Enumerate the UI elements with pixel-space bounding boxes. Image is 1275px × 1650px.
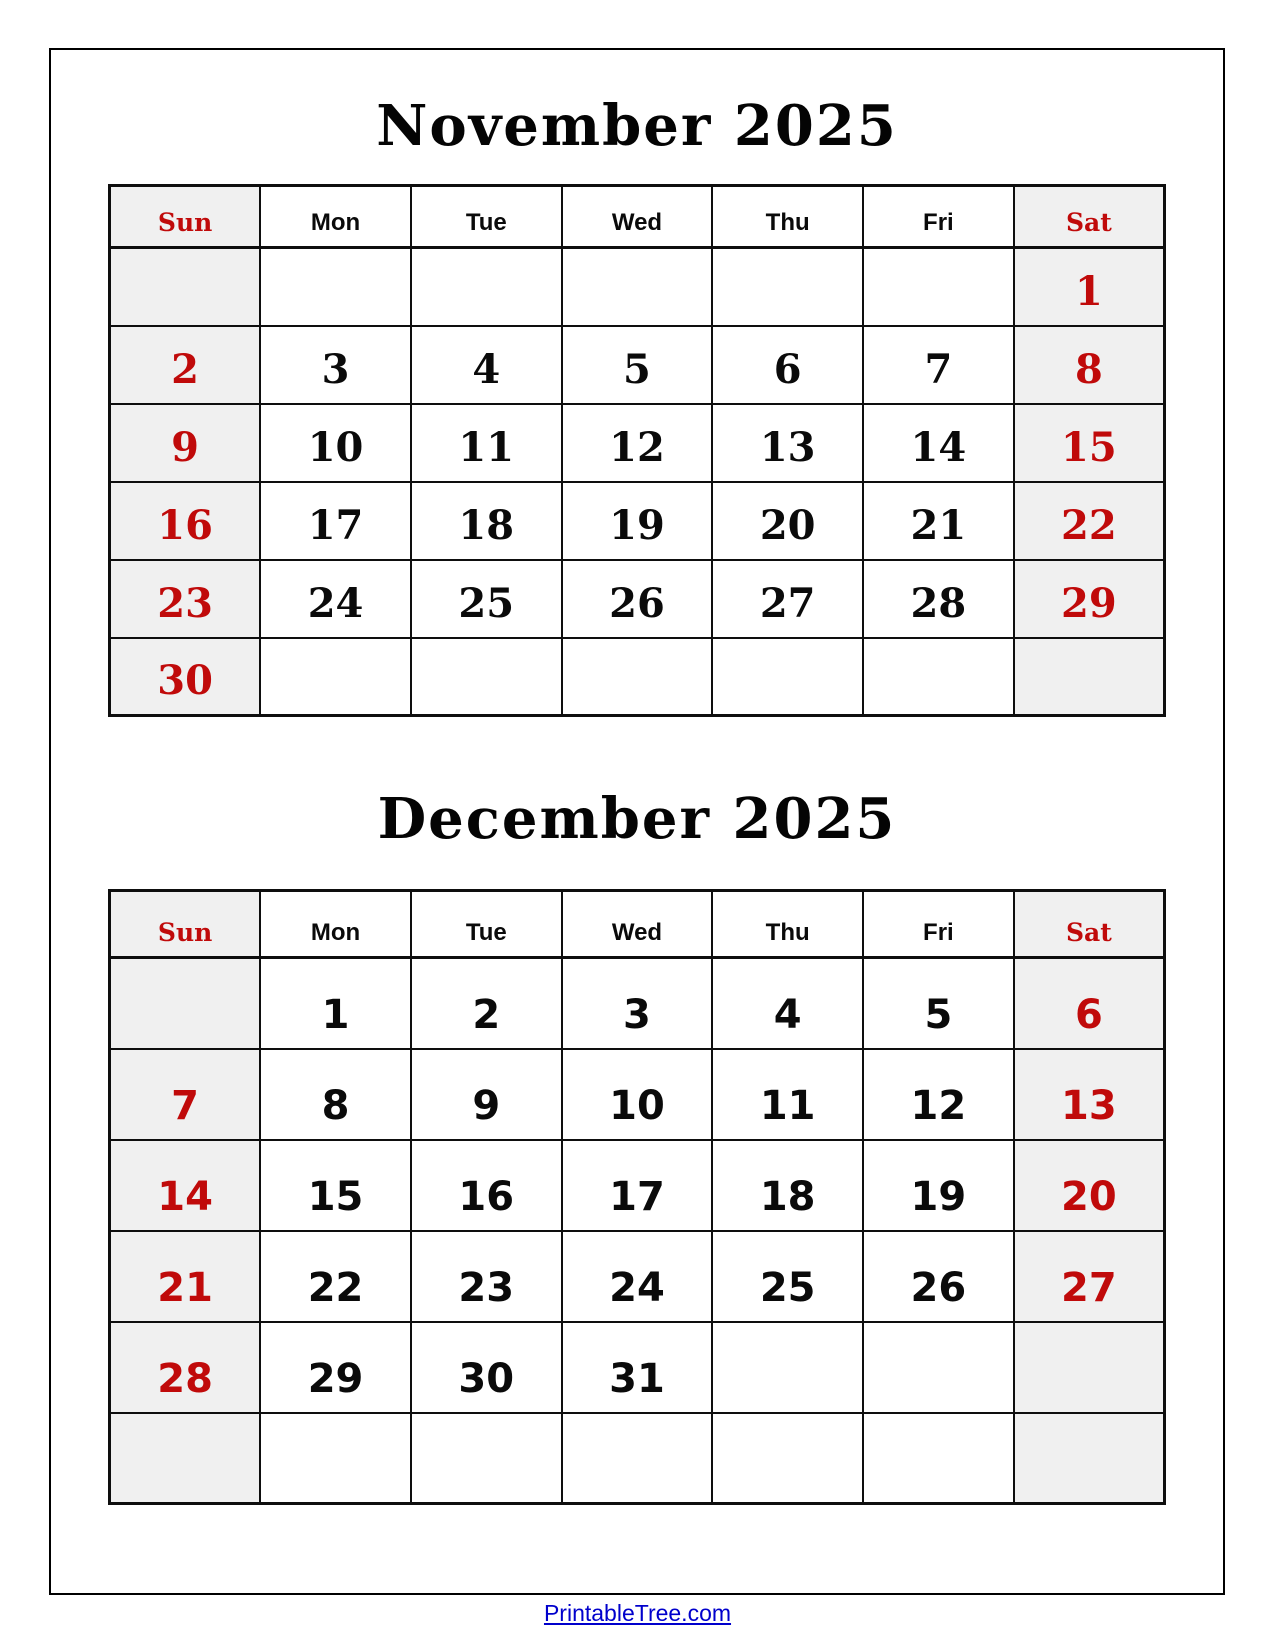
weekday-header-row [110,186,1165,248]
week-row [110,248,1165,326]
day-cell-25: 25 [712,1231,863,1322]
day-cell-28: 28 [110,1322,261,1413]
day-cell-25: 25 [411,560,562,638]
day-cell-31: 31 [562,1322,713,1413]
day-cell-12: 12 [562,404,713,482]
day-cell-7: 7 [863,326,1014,404]
day-cell-12: 12 [863,1049,1014,1140]
day-cell-empty [863,1322,1014,1413]
week-row [110,482,1165,560]
day-cell-13: 13 [1014,1049,1165,1140]
day-header-tue: Tue [411,891,562,958]
day-cell-29: 29 [1014,560,1165,638]
day-cell-21: 21 [110,1231,261,1322]
week-row [110,1140,1165,1231]
week-row [110,326,1165,404]
day-cell-empty [411,1413,562,1504]
day-cell-8: 8 [1014,326,1165,404]
day-cell-19: 19 [562,482,713,560]
day-cell-2: 2 [110,326,261,404]
day-cell-28: 28 [863,560,1014,638]
day-cell-15: 15 [1014,404,1165,482]
day-cell-10: 10 [260,404,411,482]
day-cell-empty [110,1413,261,1504]
day-cell-1: 1 [1014,248,1165,326]
day-cell-7: 7 [110,1049,261,1140]
day-cell-empty [110,248,261,326]
day-cell-empty [562,1413,713,1504]
day-cell-empty [110,958,261,1049]
day-cell-empty [712,248,863,326]
day-cell-18: 18 [712,1140,863,1231]
day-cell-8: 8 [260,1049,411,1140]
week-row [110,1231,1165,1322]
november-calendar [51,92,1223,717]
day-cell-11: 11 [411,404,562,482]
day-cell-11: 11 [712,1049,863,1140]
day-cell-26: 26 [863,1231,1014,1322]
day-cell-30: 30 [110,638,261,716]
day-cell-empty [863,1413,1014,1504]
printable-page [49,48,1225,1595]
day-cell-empty [411,248,562,326]
week-row [110,1322,1165,1413]
day-cell-4: 4 [712,958,863,1049]
day-header-mon: Mon [260,186,411,248]
day-cell-3: 3 [260,326,411,404]
december-title: December 2025 [377,786,897,852]
day-cell-9: 9 [110,404,261,482]
day-header-sat: Sat [1014,186,1165,248]
day-cell-19: 19 [863,1140,1014,1231]
day-cell-empty [863,248,1014,326]
day-cell-empty [562,248,713,326]
day-cell-3: 3 [562,958,713,1049]
day-cell-13: 13 [712,404,863,482]
day-cell-22: 22 [1014,482,1165,560]
day-cell-17: 17 [562,1140,713,1231]
day-cell-24: 24 [562,1231,713,1322]
day-cell-4: 4 [411,326,562,404]
day-cell-empty [712,638,863,716]
november-grid [108,184,1166,717]
day-header-sun: Sun [110,186,261,248]
day-cell-10: 10 [562,1049,713,1140]
day-cell-14: 14 [110,1140,261,1231]
day-cell-6: 6 [712,326,863,404]
day-header-thu: Thu [712,891,863,958]
day-cell-17: 17 [260,482,411,560]
week-row [110,560,1165,638]
day-cell-empty [260,248,411,326]
day-cell-30: 30 [411,1322,562,1413]
week-row [110,638,1165,716]
day-cell-26: 26 [562,560,713,638]
day-cell-14: 14 [863,404,1014,482]
week-row [110,1413,1165,1504]
week-row [110,1049,1165,1140]
day-cell-empty [260,638,411,716]
day-cell-empty [1014,638,1165,716]
day-cell-20: 20 [1014,1140,1165,1231]
day-cell-27: 27 [1014,1231,1165,1322]
day-cell-18: 18 [411,482,562,560]
day-cell-2: 2 [411,958,562,1049]
weekday-header-row [110,891,1165,958]
footer [0,1600,1275,1627]
day-header-sun: Sun [110,891,261,958]
december-grid [108,889,1166,1505]
day-cell-27: 27 [712,560,863,638]
day-cell-1: 1 [260,958,411,1049]
day-cell-empty [411,638,562,716]
day-cell-16: 16 [411,1140,562,1231]
week-row [110,404,1165,482]
day-header-tue: Tue [411,186,562,248]
day-cell-empty [260,1413,411,1504]
day-header-sat: Sat [1014,891,1165,958]
day-cell-16: 16 [110,482,261,560]
day-cell-23: 23 [411,1231,562,1322]
day-cell-6: 6 [1014,958,1165,1049]
day-cell-15: 15 [260,1140,411,1231]
printabletree-link[interactable]: PrintableTree.com [543,1600,732,1626]
day-cell-23: 23 [110,560,261,638]
day-header-wed: Wed [562,186,713,248]
day-header-fri: Fri [863,891,1014,958]
day-cell-5: 5 [562,326,713,404]
day-header-thu: Thu [712,186,863,248]
day-header-wed: Wed [562,891,713,958]
day-cell-5: 5 [863,958,1014,1049]
day-cell-24: 24 [260,560,411,638]
day-cell-29: 29 [260,1322,411,1413]
week-row [110,958,1165,1049]
day-cell-empty [1014,1413,1165,1504]
day-cell-empty [562,638,713,716]
day-header-mon: Mon [260,891,411,958]
day-header-fri: Fri [863,186,1014,248]
day-cell-empty [1014,1322,1165,1413]
day-cell-21: 21 [863,482,1014,560]
day-cell-20: 20 [712,482,863,560]
day-cell-empty [863,638,1014,716]
day-cell-9: 9 [411,1049,562,1140]
november-title: November 2025 [376,93,898,159]
day-cell-22: 22 [260,1231,411,1322]
day-cell-empty [712,1413,863,1504]
day-cell-empty [712,1322,863,1413]
december-calendar [51,785,1223,1505]
